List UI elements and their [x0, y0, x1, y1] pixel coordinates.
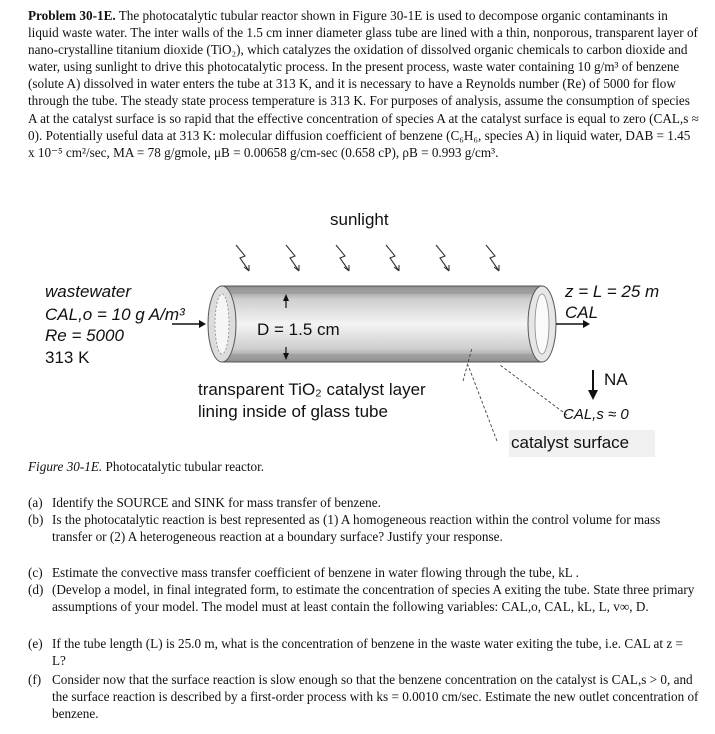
sun-ray-icon [286, 245, 299, 271]
surface-concentration: CAL,s ≈ 0 [563, 406, 629, 423]
question-c: (c) Estimate the convective mass transfer coefficient of benzene in water flowing through the tube, kL . [28, 565, 579, 580]
problem-intro: The photocatalytic tubular reactor shown in Figure 30-1E is used to decompose organic contaminants in liquid waste water. The inter walls of the 1.5 cm inner diameter glass tube are lined with a thin, nonporous, transparent layer of nano-crystalline titanium dioxide (TiO₂), which catalyzes the oxidation of dissolved organic chemicals to carbon dioxide and water, using sunlight to drive this photocatalytic process. In the present process, waste water containing 10 g/m³ of benzene (solute A) dissolved in water enters the tube at 313 K, and it is necessary to have a Reynolds number (Re) of 5000 for flow through the tube. The steady state process temperature is 313 K. For purposes of analysis, assume the consumption of species A at the catalyst surface is so rapid that the effective concentration of species A at the catalyst surface is equal to zero (CAL,s ≈ 0). Potentially useful data at 313 K: molecular diffusion coefficient of benzene (C₆H₆, species A) in liquid water, DAB = 1.45 x 10⁻⁵ cm²/sec, MA = 78 g/gmole, μB = 0.00658 g/cm-sec (0.658 cP), ρB = 0.993 g/cm³. [28, 8, 699, 160]
wastewater-label: wastewater [45, 282, 131, 301]
caption-label: Figure 30-1E. [28, 459, 103, 474]
figure-caption [28, 459, 264, 475]
sun-ray-icon [486, 245, 499, 271]
tio2-label-line1: transparent TiO₂ catalyst layer [198, 380, 426, 399]
tio2-label-line2: lining inside of glass tube [198, 402, 388, 421]
question-e: (e) If the tube length (L) is 25.0 m, what is the concentration of benzene in the waste water exiting the tube, i.e. CAL at z = L? [28, 636, 683, 668]
reactor-figure [0, 205, 715, 460]
sun-ray-icon [436, 245, 449, 271]
reynolds-label: Re = 5000 [45, 326, 124, 345]
sunlight-label: sunlight [330, 210, 389, 229]
problem-statement [28, 7, 700, 161]
sun-ray-icon [386, 245, 399, 271]
sunlight-rays [236, 245, 499, 271]
sun-ray-icon [336, 245, 349, 271]
caption-text: Photocatalytic tubular reactor. [105, 459, 265, 474]
question-b: (b) Is the photocatalytic reaction is best represented as (1) A homogeneous reaction within the control volume for mass transfer or (2) A heterogeneous reaction at a boundary surface? Justify your response. [28, 512, 661, 544]
sun-ray-icon [236, 245, 249, 271]
catalyst-surface-label: catalyst surface [511, 433, 630, 452]
flux-label: NA [604, 370, 628, 389]
problem-heading: Problem 30-1E. [28, 8, 116, 23]
question-f: (f) Consider now that the surface reaction is slow enough so that the benzene concentration on the catalyst is CAL,s > 0, and the surface reaction is described by a first-order process with ks = 0.0010 cm/sec. Estimate the new outlet concentration of benzene. [28, 672, 699, 721]
length-label: z = L = 25 m [565, 282, 660, 301]
question-d: (d) (Develop a model, in final integrated form, to estimate the concentration of species A exiting the tube. State three primary assumptions of your model. The model must at least contain the following variables: CAL,o, CAL, kL, L, v∞, D. [28, 582, 695, 614]
inlet-concentration: CAL,o = 10 g A/m³ [45, 305, 185, 324]
diameter-label: D = 1.5 cm [257, 320, 340, 339]
question-a: (a) Identify the SOURCE and SINK for mass transfer of benzene. [28, 495, 381, 510]
temperature-label: 313 K [45, 348, 90, 367]
outlet-concentration: CAL [565, 303, 599, 322]
